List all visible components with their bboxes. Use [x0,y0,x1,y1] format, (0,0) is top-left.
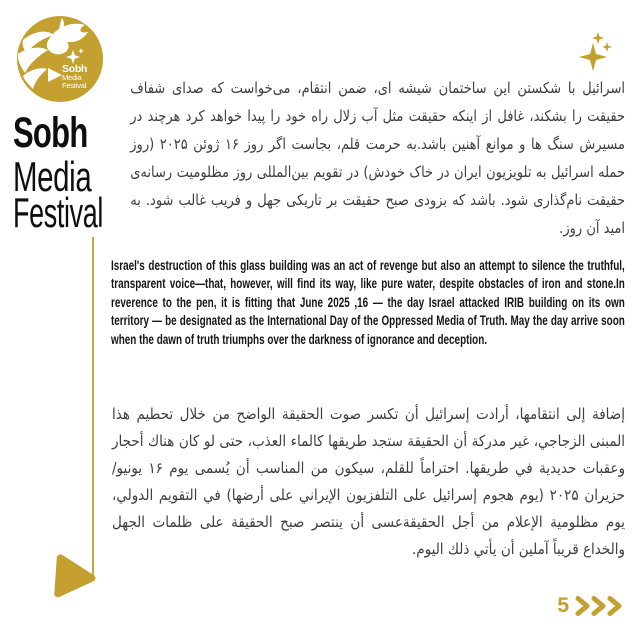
page-number: 5 [557,594,569,617]
sparkles-icon [575,25,625,75]
arabic-paragraph: إضافة إلى انتقامها، أرادت إسرائيل أن تكسر صوت الحقيقة الواضح من خلال تحطيم هذا المبنى الزجاجي، غير مدركة أن الحقيقة ستجد طريقها كالماء العذب، حتى لو كان هناك أحجار وعقبات حديدية في طريقها. احتراماً للقلم، سيكون من المناسب أن يُسمى يوم ۱۶ يونيو/حزيران ۲۰۲۵ (يوم هجوم إسرائيل على التلفزيون الإيراني على أرضها) في التقويم الدولي، يوم مظلومية الإعلام من أجل الحقيقةعسى أن ينتصر صبح الحقيقة على ظلمات الجهل والخداع قريباً آملين أن يأتي ذلك اليوم. [112,405,626,558]
wordmark-festival: Festival [13,189,104,236]
next-page-chevrons-icon [574,596,624,616]
wordmark-media: Media [13,153,92,200]
wordmark-sobh: Sobh [13,109,88,157]
festival-logo-badge [17,16,103,102]
vertical-divider [92,237,94,577]
play-triangle-icon [54,554,99,601]
english-paragraph: Israel's destruction of this glass building was an act of revenge but also an attempt to silence the truthful, transparent voice—that, however, will find its way, like pure water, despite obstacles of iron and stone.In reverence to the pen, it is fitting that June 2025 ,16 — the day Israel attacked IRIB building on its own territory — be designated as the International Day of the Oppressed Media of Truth. May the day arrive soon when the dawn of truth triumphs over the darkness of ignorance and deception. [111,258,625,347]
page-footer [557,595,624,617]
badge-title: Sobh [62,63,88,75]
badge-subtitle-festival: Festival [62,81,87,90]
badge-subtitle-media: Media [62,73,82,82]
persian-paragraph: اسرائیل با شکستن این ساختمان شیشه ای، ضمن انتقام، می‌خواست که صدای شفاف حقیقت را بشکند، غافل از اینکه حقیقت مثل آب زلال راه خود را پیدا خواهد کرد هرچند در مسیرش سنگ ها و موانع آهنین باشد.به حرمت قلم، بجاست اگر روز ۱۶ ژوئن ۲۰۲۵ (روز حمله اسرائیل به تلویزیون ایران در خاک خودش) در تقویم بین‌المللی روز مظلومیت رسانه‌ی حقیقت نام‌گذاری شود. باشد که بزودی صبح حقیقت بر تاریکی جهل و فریب غالب شود. به امید آن روز. [130,79,625,237]
